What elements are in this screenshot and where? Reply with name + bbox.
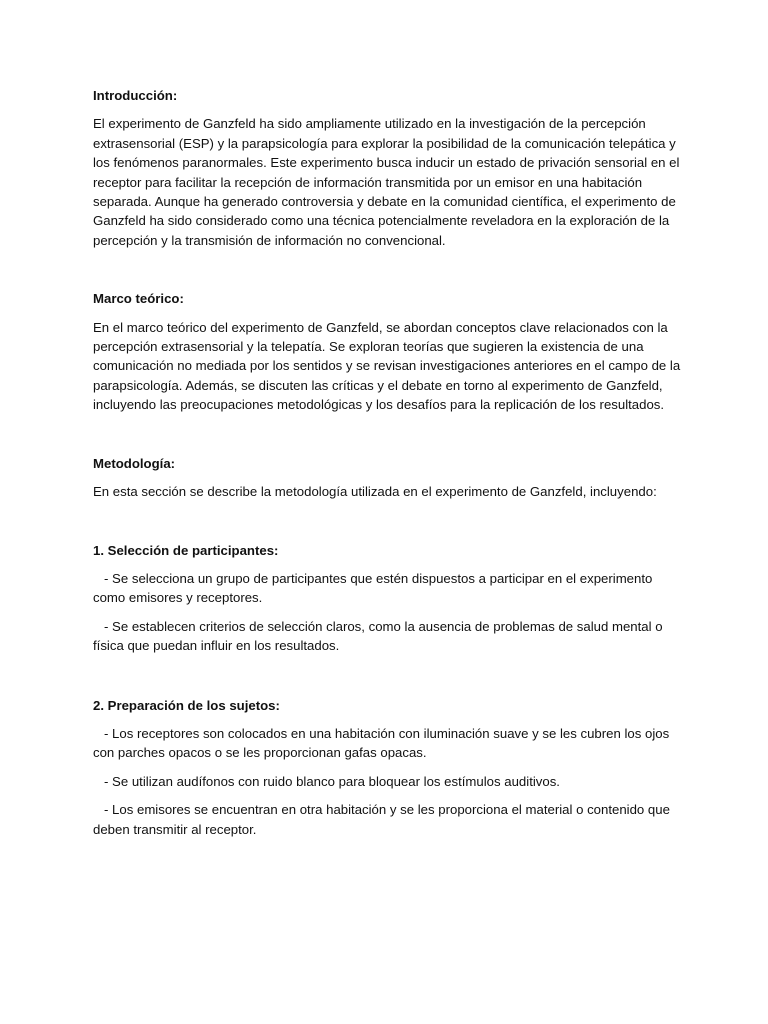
spacer	[93, 259, 683, 289]
intro-heading: Introducción:	[93, 88, 178, 103]
metodologia-paragraph: En esta sección se describe la metodología utilizada en el experimento de Ganzfeld, incluyendo:	[93, 484, 657, 500]
preparacion-bullet-3: - Los emisores se encuentran en otra habitación y se les proporciona el material o contenido que deben transmitir al receptor.	[93, 802, 674, 837]
seleccion-bullet-2: - Se establecen criterios de selección claros, como la ausencia de problemas de salud mental o física que puedan influir en los resultados.	[93, 618, 667, 654]
metodologia-heading: Metodología:	[93, 455, 176, 471]
preparacion-bullet-2: - Se utilizan audífonos con ruido blanco para bloquear los estímulos auditivos.	[93, 773, 560, 789]
document-page	[93, 86, 683, 848]
spacer	[93, 665, 683, 696]
spacer	[93, 511, 683, 541]
intro-paragraph: El experimento de Ganzfeld ha sido ampliamente utilizado en la investigación de la percepción extrasensorial (ESP) y la parapsicología para explorar la posibilidad de la comunicación telepática y los fenómenos paranormales. Este experimento busca inducir un estado de privación sensorial en el receptor para facilitar la recepción de información transmitida por un emisor en una habitación separada. Aunque ha generado controversia y debate en la comunidad científica, el experimento de Ganzfeld ha sido considerado como una técnica potencialmente reveladora en la exploración de la percepción y la transmisión de información no convencional.	[93, 116, 680, 248]
seleccion-heading: 1. Selección de participantes:	[93, 542, 279, 558]
spacer	[93, 424, 683, 454]
marco-heading: Marco teórico:	[93, 291, 184, 307]
preparacion-heading: 2. Preparación de los sujetos:	[93, 697, 280, 713]
preparacion-bullet-1: - Los receptores son colocados en una habitación con iluminación suave y se les cubren los ojos con parches opacos o se les proporcionan gafas opacas.	[93, 725, 673, 761]
seleccion-bullet-1: - Se selecciona un grupo de participantes que estén dispuestos a participar en el experimento como emisores y receptores.	[93, 570, 657, 606]
marco-paragraph: En el marco teórico del experimento de Ganzfeld, se abordan conceptos clave relacionados con la percepción extrasensorial y la telepatía. Se exploran teorías que sugieren la existencia de una comunicación no mediada por los sentidos y se revisan investigaciones anteriores en el campo de la parapsicología. Además, se discuten las críticas y el debate en torno al experimento de Ganzfeld, incluyendo las preocupaciones metodológicas y los desafíos para la replicación de los resultados.	[93, 319, 681, 413]
